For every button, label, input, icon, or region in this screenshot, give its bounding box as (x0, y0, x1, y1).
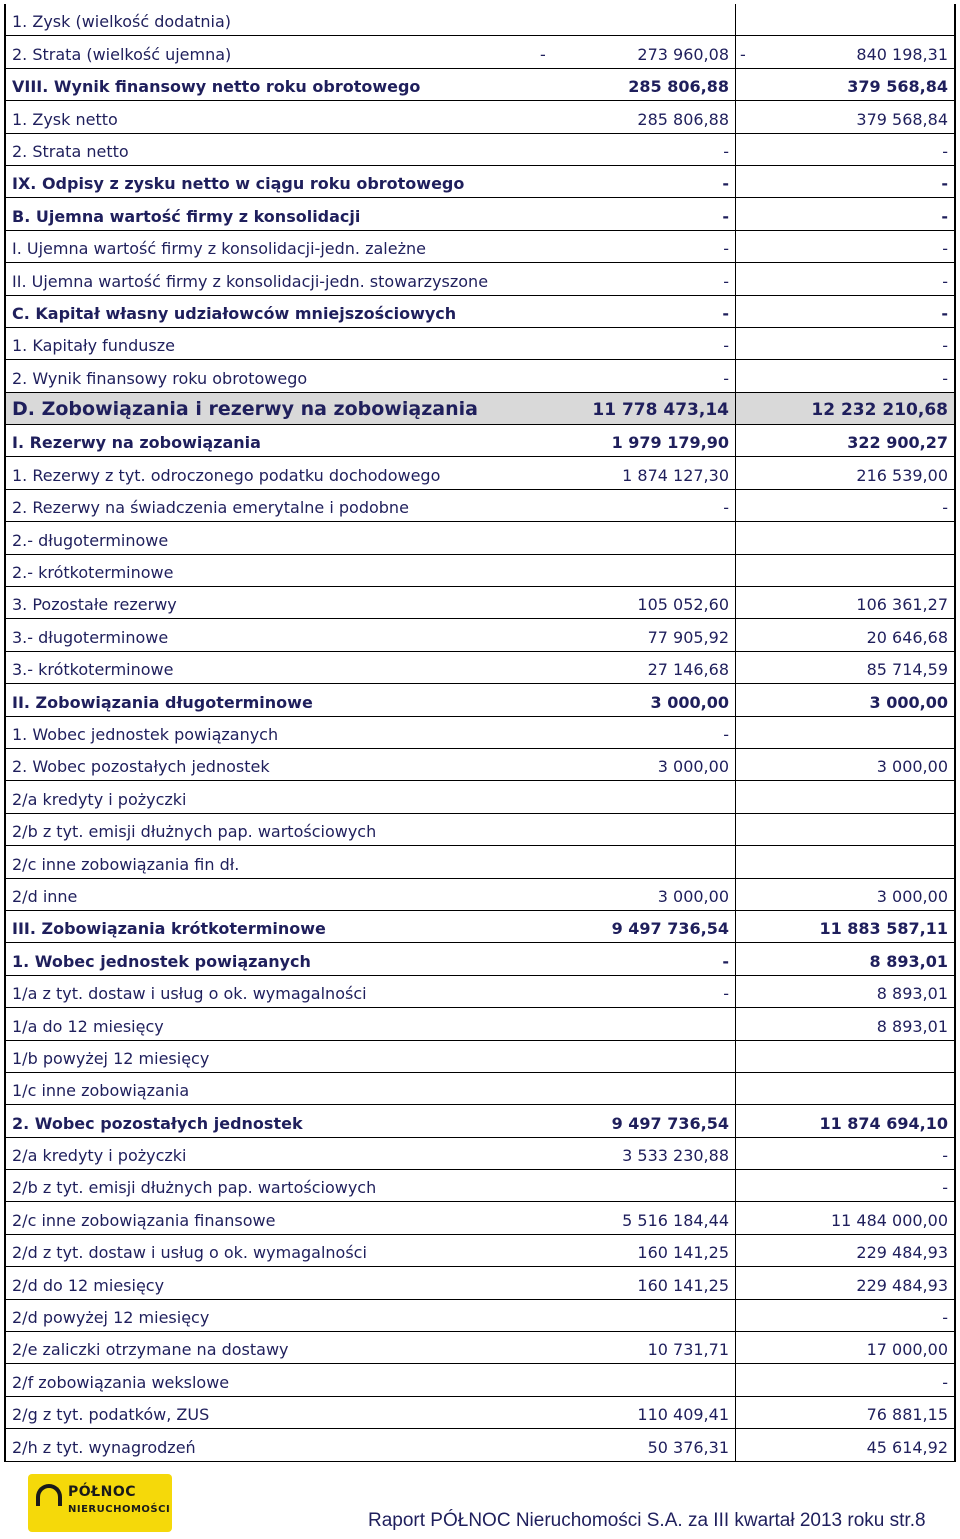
table-row (4, 134, 956, 166)
row-label: 2/b z tyt. emisji dłużnych pap. wartościowych (4, 1170, 536, 1201)
value-previous-period (736, 555, 956, 586)
value-current-period (536, 879, 736, 910)
value-current-period (536, 652, 736, 683)
row-label: 2/c inne zobowiązania finansowe (4, 1202, 536, 1233)
value-current-period (536, 69, 736, 100)
row-label: 2/h z tyt. wynagrodzeń (4, 1429, 536, 1460)
table-row (4, 781, 956, 813)
value-previous-text: 11 883 587,11 (819, 919, 948, 939)
table-row (4, 425, 956, 457)
value-current-text: 1 874 127,30 (622, 465, 729, 485)
value-previous-period (736, 879, 956, 910)
table-row (4, 1138, 956, 1170)
table-row (4, 1267, 956, 1299)
value-current-period (536, 1105, 736, 1136)
row-label: 2. Strata (wielkość ujemna) (4, 36, 536, 67)
page-footer (0, 1462, 960, 1539)
company-logo (28, 1474, 172, 1532)
value-current-text: - (723, 239, 729, 259)
value-previous-period (736, 846, 956, 877)
value-current-text: 110 409,41 (637, 1405, 729, 1425)
table-row (4, 101, 956, 133)
value-previous-period (736, 717, 956, 748)
value-previous-period (736, 1008, 956, 1039)
value-previous-period (736, 1235, 956, 1266)
value-previous-period (736, 781, 956, 812)
table-row (4, 1041, 956, 1073)
row-label: 2/d z tyt. dostaw i usług o ok. wymagalności (4, 1235, 536, 1266)
value-current-period (536, 36, 736, 67)
table-row (4, 555, 956, 587)
value-previous-period (736, 296, 956, 327)
report-caption: Raport PÓŁNOC Nieruchomości S.A. za III kwartał 2013 roku str.8 (368, 1510, 926, 1531)
table-row (4, 1008, 956, 1040)
logo-subname: NIERUCHOMOŚCI (68, 1504, 171, 1515)
value-current-period (536, 619, 736, 650)
table-row (4, 166, 956, 198)
value-current-text: 3 533 230,88 (622, 1146, 729, 1166)
value-current-period (536, 911, 736, 942)
value-current-text: - (722, 951, 729, 971)
table-row (4, 717, 956, 749)
value-previous-period (736, 1267, 956, 1298)
value-current-text: 285 806,88 (637, 109, 729, 129)
value-current-text: 50 376,31 (647, 1437, 729, 1457)
table-row (4, 522, 956, 554)
value-current-period (536, 4, 736, 35)
table-row (4, 1170, 956, 1202)
value-previous-text: 3 000,00 (876, 757, 948, 777)
table-row (4, 749, 956, 781)
value-current-text: 9 497 736,54 (611, 919, 729, 939)
value-current-period (536, 976, 736, 1007)
row-label: D. Zobowiązania i rezerwy na zobowiązania (4, 393, 536, 424)
value-current-text: 11 778 473,14 (592, 400, 729, 421)
value-current-period (536, 749, 736, 780)
value-previous-period (736, 393, 956, 424)
row-label: 1. Wobec jednostek powiązanych (4, 717, 536, 748)
value-current-text: - (723, 498, 729, 518)
table-row (4, 1202, 956, 1234)
value-current-period (536, 393, 736, 424)
negative-sign: - (540, 44, 546, 64)
row-label: 2/f zobowiązania wekslowe (4, 1364, 536, 1395)
table-row (4, 652, 956, 684)
value-previous-text: 379 568,84 (856, 109, 948, 129)
value-previous-period (736, 166, 956, 197)
row-label: 2. Wynik finansowy roku obrotowego (4, 360, 536, 391)
value-previous-text: 8 893,01 (869, 951, 948, 971)
value-previous-period (736, 943, 956, 974)
value-previous-period (736, 263, 956, 294)
value-current-text: 27 146,68 (647, 660, 729, 680)
row-label: 1. Wobec jednostek powiązanych (4, 943, 536, 974)
value-current-period (536, 231, 736, 262)
value-previous-period (736, 1170, 956, 1201)
value-previous-text: 3 000,00 (876, 886, 948, 906)
value-previous-text: 3 000,00 (869, 692, 948, 712)
value-previous-period (736, 814, 956, 845)
value-previous-period (736, 1332, 956, 1363)
value-current-text: 3 000,00 (657, 886, 729, 906)
value-current-text: 105 052,60 (637, 595, 729, 615)
value-previous-text: - (942, 271, 948, 291)
value-current-period (536, 684, 736, 715)
table-row (4, 814, 956, 846)
value-current-period (536, 1397, 736, 1428)
value-previous-text: - (942, 1308, 948, 1328)
value-current-text: - (723, 368, 729, 388)
value-current-text: - (722, 206, 729, 226)
table-row (4, 198, 956, 230)
value-previous-text: 322 900,27 (847, 433, 948, 453)
value-current-period (536, 717, 736, 748)
table-row (4, 684, 956, 716)
table-row (4, 879, 956, 911)
value-previous-period (736, 198, 956, 229)
value-previous-period (736, 490, 956, 521)
value-previous-period (736, 619, 956, 650)
row-label: 2.- krótkoterminowe (4, 555, 536, 586)
table-row (4, 1073, 956, 1105)
value-current-text: 273 960,08 (637, 44, 729, 64)
row-label: 2. Strata netto (4, 134, 536, 165)
value-previous-period (736, 1300, 956, 1331)
value-previous-text: - (941, 206, 948, 226)
table-row (4, 4, 956, 36)
table-row (4, 911, 956, 943)
row-label: III. Zobowiązania krótkoterminowe (4, 911, 536, 942)
row-label: 2/e zaliczki otrzymane na dostawy (4, 1332, 536, 1363)
row-label: C. Kapitał własny udziałowców mniejszościowych (4, 296, 536, 327)
value-previous-text: 76 881,15 (866, 1405, 948, 1425)
value-previous-period (736, 1429, 956, 1460)
row-label: 2/b z tyt. emisji dłużnych pap. wartościowych (4, 814, 536, 845)
table-row (4, 1397, 956, 1429)
value-previous-period (736, 101, 956, 132)
value-previous-period (736, 976, 956, 1007)
table-row (4, 231, 956, 263)
value-previous-text: 12 232 210,68 (811, 400, 948, 421)
table-row (4, 457, 956, 489)
row-label: 2/d powyżej 12 miesięcy (4, 1300, 536, 1331)
value-previous-text: 106 361,27 (856, 595, 948, 615)
value-previous-text: 11 874 694,10 (819, 1113, 948, 1133)
value-current-text: - (723, 271, 729, 291)
value-current-text: 5 516 184,44 (622, 1210, 729, 1230)
value-current-text: 10 731,71 (647, 1340, 729, 1360)
value-previous-period (736, 1397, 956, 1428)
value-current-text: - (723, 984, 729, 1004)
row-label: 1/b powyżej 12 miesięcy (4, 1041, 536, 1072)
value-previous-period (736, 1105, 956, 1136)
value-previous-period (736, 4, 956, 35)
row-label: 1. Rezerwy z tyt. odroczonego podatku dochodowego (4, 457, 536, 488)
value-current-period (536, 943, 736, 974)
value-current-period (536, 328, 736, 359)
value-current-text: 285 806,88 (628, 77, 729, 97)
value-current-period (536, 296, 736, 327)
value-previous-period (736, 1138, 956, 1169)
row-label: 2/a kredyty i pożyczki (4, 781, 536, 812)
value-current-period (536, 522, 736, 553)
row-label: 3.- długoterminowe (4, 619, 536, 650)
row-label: 2.- długoterminowe (4, 522, 536, 553)
row-label: 3. Pozostałe rezerwy (4, 587, 536, 618)
value-previous-period (736, 69, 956, 100)
value-previous-text: 229 484,93 (856, 1275, 948, 1295)
table-row (4, 846, 956, 878)
value-previous-period (736, 1041, 956, 1072)
table-row (4, 393, 956, 425)
value-previous-period (736, 360, 956, 391)
row-label: B. Ujemna wartość firmy z konsolidacji (4, 198, 536, 229)
table-row (4, 1332, 956, 1364)
row-label: 2. Wobec pozostałych jednostek (4, 1105, 536, 1136)
value-previous-period (736, 1073, 956, 1104)
table-row (4, 360, 956, 392)
value-previous-period (736, 652, 956, 683)
value-previous-period (736, 587, 956, 618)
row-label: 1. Zysk (wielkość dodatnia) (4, 4, 536, 35)
value-current-period (536, 1429, 736, 1460)
value-current-period (536, 1202, 736, 1233)
value-previous-period (736, 684, 956, 715)
row-label: 2. Wobec pozostałych jednostek (4, 749, 536, 780)
value-current-period (536, 1138, 736, 1169)
value-current-period (536, 1041, 736, 1072)
value-current-period (536, 781, 736, 812)
value-current-text: 9 497 736,54 (611, 1113, 729, 1133)
row-label: I. Ujemna wartość firmy z konsolidacji-jedn. zależne (4, 231, 536, 262)
row-label: I. Rezerwy na zobowiązania (4, 425, 536, 456)
value-previous-period (736, 457, 956, 488)
value-previous-text: 840 198,31 (856, 44, 948, 64)
value-current-text: - (723, 336, 729, 356)
value-previous-period (736, 749, 956, 780)
row-label: II. Ujemna wartość firmy z konsolidacji-jedn. stowarzyszone (4, 263, 536, 294)
value-previous-text: 216 539,00 (856, 465, 948, 485)
value-current-period (536, 814, 736, 845)
value-previous-text: - (942, 336, 948, 356)
value-previous-text: 8 893,01 (876, 1016, 948, 1036)
value-previous-text: 8 893,01 (876, 984, 948, 1004)
row-label: II. Zobowiązania długoterminowe (4, 684, 536, 715)
row-label: 2/a kredyty i pożyczki (4, 1138, 536, 1169)
value-current-period (536, 1170, 736, 1201)
value-current-period (536, 1364, 736, 1395)
value-previous-text: - (942, 1372, 948, 1392)
value-current-period (536, 846, 736, 877)
table-row (4, 490, 956, 522)
value-current-text: 1 979 179,90 (611, 433, 729, 453)
value-current-text: 160 141,25 (637, 1243, 729, 1263)
table-row (4, 1105, 956, 1137)
value-previous-period (736, 522, 956, 553)
table-row (4, 619, 956, 651)
value-current-text: 77 905,92 (647, 627, 729, 647)
value-previous-text: 11 484 000,00 (830, 1210, 948, 1230)
value-previous-period (736, 1202, 956, 1233)
row-label: 1/a z tyt. dostaw i usług o ok. wymagalności (4, 976, 536, 1007)
value-previous-text: 20 646,68 (866, 627, 948, 647)
value-previous-period (736, 425, 956, 456)
value-current-period (536, 134, 736, 165)
value-current-text: 3 000,00 (657, 757, 729, 777)
value-current-period (536, 1008, 736, 1039)
value-current-period (536, 360, 736, 391)
value-current-text: - (722, 174, 729, 194)
value-current-period (536, 555, 736, 586)
table-row (4, 1300, 956, 1332)
value-current-text: - (723, 141, 729, 161)
value-current-text: 160 141,25 (637, 1275, 729, 1295)
table-row (4, 69, 956, 101)
value-previous-text: - (942, 1146, 948, 1166)
value-previous-text: 229 484,93 (856, 1243, 948, 1263)
value-current-period (536, 1073, 736, 1104)
financial-table (4, 4, 956, 1462)
row-label: 2/d do 12 miesięcy (4, 1267, 536, 1298)
row-label: 1. Kapitały fundusze (4, 328, 536, 359)
value-current-text: - (723, 724, 729, 744)
logo-arch-icon (36, 1484, 62, 1506)
value-previous-text: - (942, 141, 948, 161)
value-current-period (536, 166, 736, 197)
value-previous-period (736, 36, 956, 67)
value-current-period (536, 1300, 736, 1331)
value-previous-text: - (942, 368, 948, 388)
value-previous-period (736, 134, 956, 165)
row-label: VIII. Wynik finansowy netto roku obrotowego (4, 69, 536, 100)
value-current-period (536, 457, 736, 488)
value-current-text: - (722, 303, 729, 323)
negative-sign: - (740, 44, 746, 64)
table-row (4, 36, 956, 68)
value-current-period (536, 263, 736, 294)
table-row (4, 976, 956, 1008)
value-current-period (536, 425, 736, 456)
value-previous-text: - (942, 498, 948, 518)
row-label: 2/g z tyt. podatków, ZUS (4, 1397, 536, 1428)
value-previous-text: 17 000,00 (866, 1340, 948, 1360)
table-row (4, 263, 956, 295)
value-previous-text: - (941, 174, 948, 194)
value-previous-period (736, 911, 956, 942)
table-row (4, 1364, 956, 1396)
value-previous-period (736, 231, 956, 262)
table-row (4, 943, 956, 975)
table-row (4, 328, 956, 360)
value-current-period (536, 198, 736, 229)
row-label: 1/a do 12 miesięcy (4, 1008, 536, 1039)
value-current-period (536, 490, 736, 521)
row-label: 3.- krótkoterminowe (4, 652, 536, 683)
value-current-period (536, 587, 736, 618)
value-previous-text: - (942, 1178, 948, 1198)
value-previous-text: - (942, 239, 948, 259)
row-label: 2/c inne zobowiązania fin dł. (4, 846, 536, 877)
row-label: 1/c inne zobowiązania (4, 1073, 536, 1104)
table-row (4, 587, 956, 619)
logo-name: PÓŁNOC (68, 1484, 137, 1500)
value-previous-period (736, 1364, 956, 1395)
row-label: 2. Rezerwy na świadczenia emerytalne i podobne (4, 490, 536, 521)
row-label: IX. Odpisy z zysku netto w ciągu roku obrotowego (4, 166, 536, 197)
value-previous-period (736, 328, 956, 359)
value-current-period (536, 101, 736, 132)
value-current-text: 3 000,00 (650, 692, 729, 712)
row-label: 2/d inne (4, 879, 536, 910)
value-previous-text: 379 568,84 (847, 77, 948, 97)
table-row (4, 1235, 956, 1267)
value-previous-text: - (941, 303, 948, 323)
value-previous-text: 85 714,59 (866, 660, 948, 680)
value-previous-text: 45 614,92 (866, 1437, 948, 1457)
value-current-period (536, 1235, 736, 1266)
table-row (4, 296, 956, 328)
value-current-period (536, 1332, 736, 1363)
value-current-period (536, 1267, 736, 1298)
row-label: 1. Zysk netto (4, 101, 536, 132)
table-row (4, 1429, 956, 1461)
